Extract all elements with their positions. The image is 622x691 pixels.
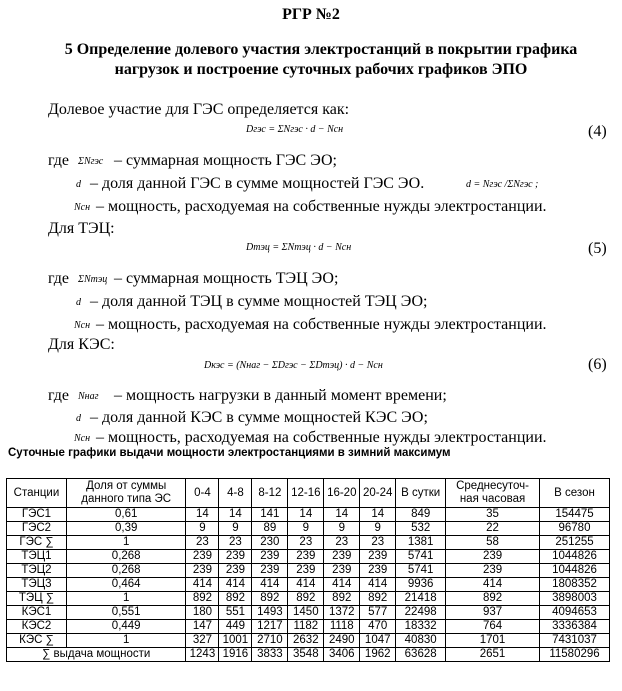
table-cell: 251255 [540,536,610,550]
table-cell: 180 [186,606,219,620]
table-cell: 23 [324,536,360,550]
station-name-cell: КЭС2 [7,620,67,634]
header-20-24: 20-24 [360,479,396,508]
table-cell: 239 [446,564,540,578]
table-cell: 141 [252,508,288,522]
chp-where-text-1: – суммарная мощность ТЭЦ ЭО; [114,270,339,287]
header-per-season: В сезон [540,479,610,508]
cps-where-symbol-3: Nсн [74,433,91,444]
table-cell: 1118 [324,620,360,634]
chp-where-text-3: – мощность, расходуемая на собственные нужды электростанции. [96,316,547,333]
table-row [7,606,610,620]
table-cell: 14 [186,508,219,522]
chp-formula: Dтэц = ΣNтэц · d − Nсн [246,242,352,253]
table-cell: 414 [186,578,219,592]
table-cell: 23 [186,536,219,550]
cps-where-prefix: где [48,387,70,404]
table-cell: 937 [446,606,540,620]
table-cell: 239 [219,550,252,564]
doc-title: РГР №2 [282,6,340,23]
table-cell: 22498 [396,606,446,620]
table-cell: 1044826 [540,564,610,578]
table-cell: 1381 [396,536,446,550]
hydro-where-text-2: – доля данной ГЭС в сумме мощностей ГЭС ЭО. [90,175,425,192]
table-cell: 239 [252,550,288,564]
table-cell: 1217 [252,620,288,634]
table-cell: 239 [324,550,360,564]
hydro-where-text-3: – мощность, расходуемая на собственные нужды электростанции. [96,198,547,215]
station-name-cell: ТЭЦ2 [7,564,67,578]
table-cell: 239 [360,564,396,578]
cps-where-symbol-2: d [76,413,81,424]
power-output-table [6,478,610,662]
table-cell: 11580296 [540,648,610,662]
table-row [7,522,610,536]
table-cell: 63628 [396,648,446,662]
table-cell: 892 [324,592,360,606]
table-cell: 239 [288,564,324,578]
station-name-cell: КЭС1 [7,606,67,620]
table-row [7,578,610,592]
table-row [7,648,610,662]
table-cell: 9 [360,522,396,536]
table-cell: 892 [186,592,219,606]
header-4-8: 4-8 [219,479,252,508]
eq-number-6: (6) [588,356,607,373]
cps-intro: Для КЭС: [48,336,115,353]
table-cell: 239 [186,564,219,578]
table-header-row [7,479,610,508]
chp-intro: Для ТЭЦ: [48,220,115,237]
header-16-20: 16-20 [324,479,360,508]
table-cell: 1182 [288,620,324,634]
header-share: Доля от суммы данного типа ЭС [66,479,186,508]
table-cell: 14 [360,508,396,522]
table-cell: 40830 [396,634,446,648]
table-cell: 532 [396,522,446,536]
table-cell: 0,268 [66,550,186,564]
table-cell: 23 [288,536,324,550]
table-cell: 14 [219,508,252,522]
cps-where-text-3: – мощность, расходуемая на собственные нужды электростанции. [96,429,547,446]
chp-where-text-2: – доля данной ТЭЦ в сумме мощностей ТЭЦ ЭО; [90,293,428,310]
hydro-share-formula: d = Nгэс /ΣNгэс ; [466,179,539,190]
table-cell: 3406 [324,648,360,662]
table-row [7,634,610,648]
table-cell: 9936 [396,578,446,592]
header-0-4: 0-4 [186,479,219,508]
chp-where-symbol-2: d [76,297,81,308]
table-cell: 3336384 [540,620,610,634]
chp-where-symbol-3: Nсн [74,320,91,331]
table-cell: 239 [252,564,288,578]
hydro-where-prefix: где [48,152,70,169]
station-name-cell: КЭС ∑ [7,634,67,648]
table-cell: 3898003 [540,592,610,606]
table-cell: 21418 [396,592,446,606]
hydro-where-text-1: – суммарная мощность ГЭС ЭО; [114,152,337,169]
station-name-cell: ТЭЦ1 [7,550,67,564]
table-cell: 230 [252,536,288,550]
table-cell: 1701 [446,634,540,648]
station-name-cell: ГЭС2 [7,522,67,536]
table-cell: 892 [219,592,252,606]
table-cell: 849 [396,508,446,522]
table-cell: 1372 [324,606,360,620]
section-heading: 5 Определение долевого участия электростанций в покрытии графика нагрузок и построение суточных рабочих графиков ЭПО [64,41,578,78]
table-cell: 449 [219,620,252,634]
table-row [7,536,610,550]
table-cell: 327 [186,634,219,648]
table-cell: 22 [446,522,540,536]
header-8-12: 8-12 [252,479,288,508]
table-row [7,592,610,606]
table-cell: 89 [252,522,288,536]
header-per-day: В сутки [396,479,446,508]
table-cell: 3833 [252,648,288,662]
table-cell: 892 [446,592,540,606]
table-cell: 5741 [396,564,446,578]
table-cell: 0,464 [66,578,186,592]
table-cell: 9 [219,522,252,536]
table-row [7,550,610,564]
table-cell: 9 [324,522,360,536]
station-name-cell: ТЭЦ ∑ [7,592,67,606]
table-row [7,564,610,578]
hydro-formula: Dгэс = ΣNгэс · d − Nсн [246,124,344,135]
table-cell: 414 [446,578,540,592]
table-cell: 1047 [360,634,396,648]
header-stations: Станции [7,479,67,508]
station-name-cell: ГЭС ∑ [7,536,67,550]
table-cell: 5741 [396,550,446,564]
station-name-cell: ГЭС1 [7,508,67,522]
table-cell: 239 [360,550,396,564]
hydro-where-symbol-2: d [76,179,81,190]
table-cell: 414 [324,578,360,592]
table-cell: 239 [324,564,360,578]
table-cell: 551 [219,606,252,620]
eq-number-4: (4) [588,123,607,140]
table-cell: 1808352 [540,578,610,592]
table-cell: 23 [360,536,396,550]
table-cell: 2490 [324,634,360,648]
table-cell: 2710 [252,634,288,648]
table-cell: 3548 [288,648,324,662]
table-cell: 414 [219,578,252,592]
eq-number-5: (5) [588,240,607,257]
table-cell: 764 [446,620,540,634]
table-cell: 14 [288,508,324,522]
table-cell: 2651 [446,648,540,662]
station-name-cell: ТЭЦ3 [7,578,67,592]
table-cell: 1001 [219,634,252,648]
table-cell: 4094653 [540,606,610,620]
table-cell: 892 [288,592,324,606]
header-avg-hourly: Среднесуточ-ная часовая [446,479,540,508]
hydro-where-symbol-1: ΣNгэс [78,156,104,167]
table-cell: 414 [288,578,324,592]
table-cell: 35 [446,508,540,522]
chp-where-symbol-1: ΣNтэц [78,274,108,285]
table-row [7,508,610,522]
table-cell: 1916 [219,648,252,662]
hydro-where-symbol-3: Nсн [74,202,91,213]
table-cell: 1450 [288,606,324,620]
table-cell: 1 [66,536,186,550]
table-cell: 1 [66,634,186,648]
table-row [7,620,610,634]
table-cell: 18332 [396,620,446,634]
cps-where-text-2: – доля данной КЭС в сумме мощностей КЭС ЭО; [90,409,428,426]
table-cell: 414 [360,578,396,592]
table-cell: 414 [252,578,288,592]
table-cell: 9 [288,522,324,536]
table-cell: 0,551 [66,606,186,620]
table-cell: 0,449 [66,620,186,634]
table-cell: 239 [219,564,252,578]
table-cell: 147 [186,620,219,634]
table-cell: 239 [186,550,219,564]
table-cell: 0,39 [66,522,186,536]
table-cell: 1243 [186,648,219,662]
table-cell: 892 [360,592,396,606]
table-cell: 892 [252,592,288,606]
table-cell: 9 [186,522,219,536]
table-cell: 577 [360,606,396,620]
chp-where-prefix: где [48,270,70,287]
table-cell: 14 [324,508,360,522]
table-cell: 58 [446,536,540,550]
cps-formula: Dкэс = (Nнаг − ΣDгэс − ΣDтэц) · d − Nсн [204,360,383,371]
table-cell: 239 [288,550,324,564]
table-cell: 23 [219,536,252,550]
header-12-16: 12-16 [288,479,324,508]
table-cell: 1044826 [540,550,610,564]
table-cell: 470 [360,620,396,634]
table-cell: 0,268 [66,564,186,578]
station-name-cell: ∑ выдача мощности [7,648,186,662]
cps-where-symbol-1: Nнаг [78,391,99,402]
table-cell: 1962 [360,648,396,662]
table-cell: 1 [66,592,186,606]
table-title: Суточные графики выдачи мощности электростанциями в зимний максимум [8,447,451,459]
cps-where-text-1: – мощность нагрузки в данный момент времени; [114,387,447,404]
table-cell: 7431037 [540,634,610,648]
table-body [7,508,610,662]
table-cell: 239 [446,550,540,564]
table-cell: 96780 [540,522,610,536]
table-cell: 0,61 [66,508,186,522]
table-cell: 2632 [288,634,324,648]
table-cell: 1493 [252,606,288,620]
hydro-intro: Долевое участие для ГЭС определяется как: [48,101,350,118]
table-cell: 154475 [540,508,610,522]
